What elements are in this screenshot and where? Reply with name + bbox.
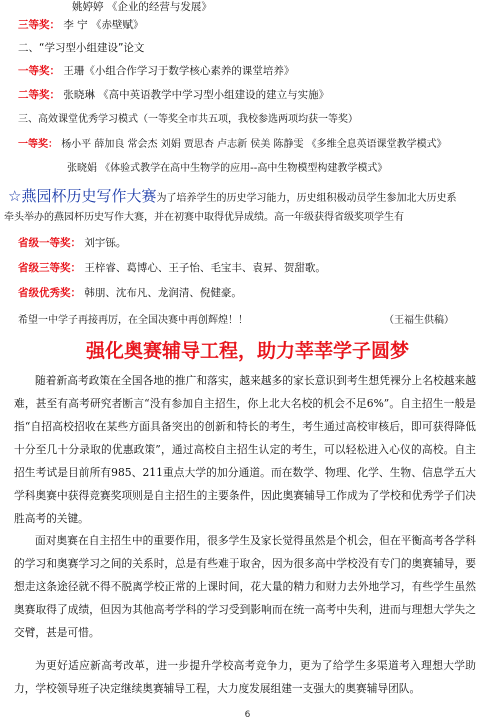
prize-label: 一等奖： [18, 65, 60, 77]
cup-title-line [8, 187, 456, 206]
prize-names: 韩朋、沈布凡、龙润清、倪健豪。 [84, 287, 242, 299]
paragraph-1: 随着新高考政策在全国各地的推广和落实，越来越多的家长意识到考生想凭裸分上名校越来越难，甚至有高考研究者断言“没有参加自主招生，你上北大名校的机会不足6%”。自主招生一般是指“自招高校招收在某些方面具备突出的创新和特长的考生，考生通过高校审核后，即可获得降低十分至几十分录取的优惠政策”，通过高校自主招生认定的考生，可以轻松进入心仪的高校。自主招生考试是目前所有985、211重点大学的加分通道。而在数学、物理、化学、生物、信息学五大学科奥赛中获得竞赛奖项则是自主招生的主要条件，因此奥赛辅导工作成为了学校和优秀学子们决胜高考的关键。 [14, 374, 476, 525]
cup-prize-3 [18, 286, 242, 300]
cup-intro-2: 牵头举办的燕园杯历史写作大赛，并在初赛中取得优异成绩。高一年级获得省级奖项学生有 [4, 212, 404, 223]
award-line-2 [18, 18, 144, 32]
award-line-5 [18, 88, 329, 102]
award-text: 王珊《小组合作学习于数学核心素养的课堂培养》 [63, 65, 295, 77]
award-text: 张晓琳 《高中英语教学中学习型小组建设的建立与实施》 [63, 89, 330, 101]
prize-names: 王梓睿、葛博心、王子怡、毛宝丰、袁昇、贺甜歌。 [84, 262, 326, 274]
award-line-8: 张晓娟 《体验式教学在高中生物学的应用--高中生物模型构建教学模式》 [67, 163, 388, 174]
award-line-7 [18, 138, 447, 152]
section-title: 强化奥赛辅导工程，助力莘莘学子圆梦 [85, 340, 409, 362]
cup-title: ☆燕园杯历史写作大赛 [8, 187, 157, 205]
prize-label: 省级优秀奖： [18, 287, 81, 299]
prize-label: 二等奖： [18, 89, 60, 101]
award-line-4 [18, 64, 294, 78]
cup-prize-1 [18, 236, 126, 250]
paragraph-3: 为更好适应新高考改革，进一步提升学校高考竞争力，更为了给学生多渠道考入理想大学助力，学校领导班子决定继续奥赛辅导工程，大力度发展组建一支强大的奥赛辅导团队。 [14, 659, 476, 695]
cup-intro-1: 为了培养学生的历史学习能力，历史组积极动员学生参加北大历史系 [156, 193, 457, 204]
paragraph-2: 面对奥赛在自主招生中的重要作用，很多学生及家长觉得虽然是个机会，但在平衡高考各学科的学习和奥赛学习之间的关系时，总是有些难于取舍，因为很多高中学校没有专门的奥赛辅导，要想走这条途径就不得不脱离学校正常的上课时间，花大量的精力和财力去外地学习，有些学生虽然奥赛取得了成绩，但因为其他高考学科的学习受到影响而在统一高考中失利，进而与理想大学失之交臂，甚是可惜。 [14, 534, 476, 639]
section-heading-3: 三、高效课堂优秀学习模式（一等奖全市共五项，我校参选两项均获一等奖） [18, 114, 358, 125]
prize-names: 刘宇铄。 [84, 237, 127, 249]
award-line-1: 姚婷婷 《企业的经营与发展》 [72, 1, 212, 13]
award-text: 李 宁 《赤壁赋》 [63, 19, 144, 31]
award-text: 杨小平 薛加良 常会杰 刘娟 贾思杏 卢志新 侯美 陈静雯 《多维全息英语课堂教学模式》 [61, 139, 447, 150]
prize-label: 省级三等奖： [18, 262, 81, 274]
section-heading-2: 二、“学习型小组建设”论文 [18, 42, 145, 54]
page-number: 6 [244, 710, 251, 720]
cup-author: （王福生供稿） [384, 315, 454, 326]
cup-wish: 希望一中学子再接再厉，在全国决赛中再创辉煌！！ [18, 315, 248, 326]
cup-prize-2 [18, 261, 326, 275]
prize-label: 三等奖： [18, 19, 60, 31]
prize-label: 一等奖： [18, 139, 58, 150]
prize-label: 省级一等奖： [18, 237, 81, 249]
